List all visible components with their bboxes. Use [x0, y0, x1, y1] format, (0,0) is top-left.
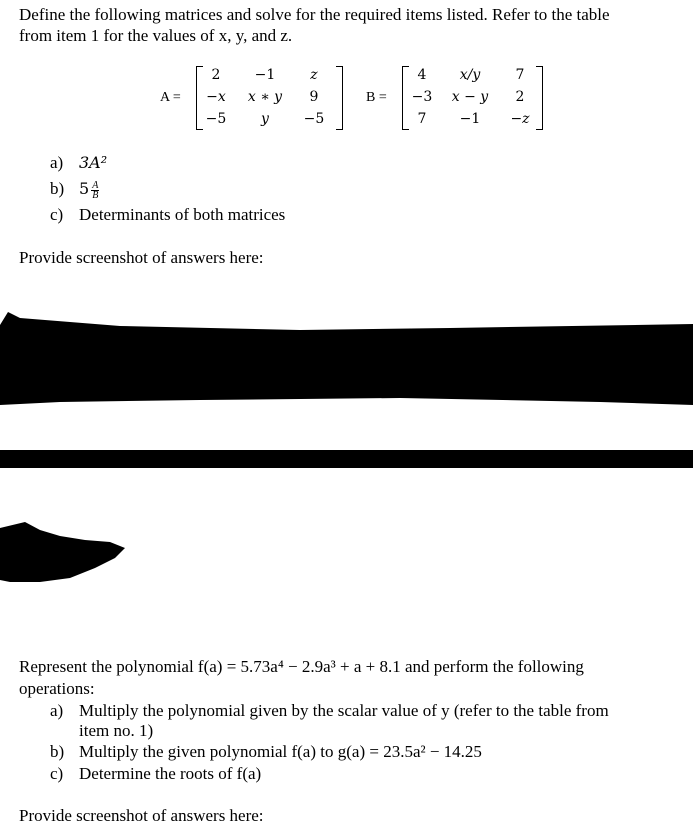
matrix-b-cell: x/y	[459, 67, 481, 83]
matrix-a-cell: z	[310, 67, 318, 83]
matrix-b-cell: 2	[515, 89, 525, 105]
matrix-a-cell: −5	[205, 111, 227, 127]
matrix-b-cell: −z	[510, 111, 530, 127]
matrix-b-cell: 7	[515, 67, 525, 83]
matrix-a-cell: −x	[206, 89, 226, 105]
item-b-frac-num: A	[92, 179, 99, 191]
poly-item-c-text: Determine the roots of f(a)	[79, 764, 262, 783]
item-b-expression	[79, 178, 99, 200]
matrix-a-cell: −5	[303, 111, 325, 127]
poly-item-b-marker: b)	[50, 742, 65, 761]
poly-item-a-text-cont: item no. 1)	[79, 721, 154, 740]
redaction-scribble	[0, 312, 693, 405]
poly-item-a-text: Multiply the polynomial given by the scalar value of y (refer to the table from	[79, 701, 609, 720]
matrix-b-cell: x − y	[451, 89, 489, 105]
polynomial-intro-line-1: Represent the polynomial f(a) = 5.73a⁴ − 2.9a³ + a + 8.1 and perform the following	[19, 657, 584, 676]
item-c-marker: c)	[50, 205, 64, 224]
matrix-a-cell: x ∗ y	[247, 89, 283, 105]
redaction-bar	[0, 450, 693, 468]
intro-line-2: from item 1 for the values of x, y, and z.	[19, 26, 293, 45]
matrix-a-cell: y	[261, 111, 269, 127]
item-b-frac-den: B	[92, 189, 99, 201]
matrix-b-cell: 7	[417, 111, 427, 127]
matrix-a-label: A =	[160, 90, 181, 105]
poly-item-b-text: Multiply the given polynomial f(a) to g(a) = 23.5a² − 14.25	[79, 742, 482, 761]
redaction-blot	[0, 522, 125, 582]
matrix-b-label: B =	[366, 90, 387, 105]
matrix-b-cell: −1	[459, 111, 481, 127]
matrix-b-cell: −3	[411, 89, 433, 105]
redacted-answer-image	[0, 290, 693, 610]
provide-answers-text: Provide screenshot of answers here:	[19, 248, 264, 267]
item-c-text: Determinants of both matrices	[79, 205, 286, 224]
intro-line-1: Define the following matrices and solve for the required items listed. Refer to the table	[19, 5, 610, 24]
matrix-a-cell: 2	[211, 67, 221, 83]
matrix-b-cell: 4	[417, 67, 427, 83]
item-a-marker: a)	[50, 153, 64, 172]
matrix-a-cell: 9	[309, 89, 319, 105]
item-b-marker: b)	[50, 179, 65, 198]
polynomial-intro-line-2: operations:	[19, 679, 95, 698]
item-b-coefficient: 5	[79, 179, 90, 198]
item-a-expression: 3A²	[79, 153, 108, 172]
poly-item-a-marker: a)	[50, 701, 64, 720]
matrix-a-cell: −1	[254, 67, 276, 83]
provide-answers-text-2: Provide screenshot of answers here:	[19, 806, 264, 825]
poly-item-c-marker: c)	[50, 764, 64, 783]
